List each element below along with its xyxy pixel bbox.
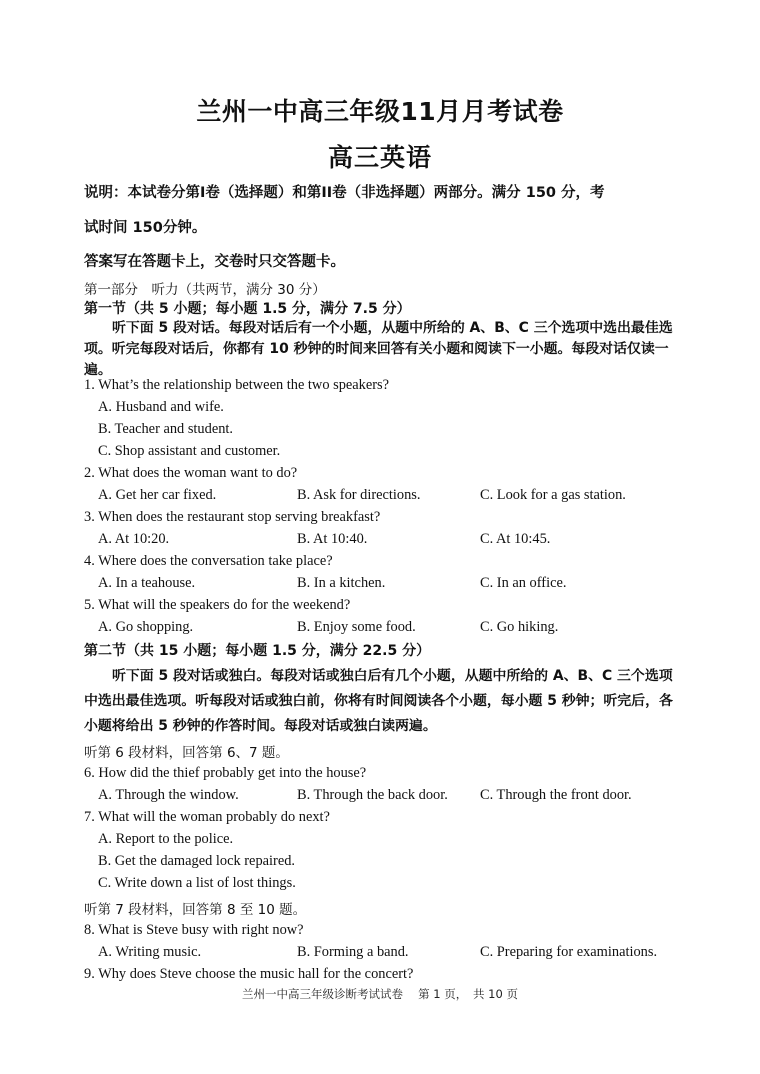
question-6-stem: 6. How did the thief probably get into the house? (84, 765, 367, 781)
question-5-option-a: A. Go shopping. (98, 619, 194, 635)
question-3-stem: 3. When does the restaurant stop serving breakfast? (84, 509, 381, 525)
section2-heading: 第二节（共 15 小题；每小题 1.5 分，满分 22.5 分） (84, 643, 431, 659)
question-1-option-b: B. Teacher and student. (98, 421, 233, 437)
question-8-stem: 8. What is Steve busy with right now? (84, 922, 304, 938)
section1-heading: 第一节（共 5 小题；每小题 1.5 分，满分 7.5 分） (84, 301, 411, 317)
note-line-1: 说明：本试卷分第I卷（选择题）和第II卷（非选择题）两部分。满分 150 分，考 (84, 185, 605, 201)
question-2-option-a: A. Get her car fixed. (98, 487, 217, 503)
section1-instructions: 听下面 5 段对话。每段对话后有一个小题，从题中所给的 A、B、C 三个选项中选出最佳选项。听完每段对话后，你都有 10 秒钟的时间来回答有关小题和阅读下一小题。每段对话仅读一遍。 (84, 320, 673, 378)
exam-title: 兰州一中高三年级11月月考试卷 (196, 97, 564, 126)
question-4-stem: 4. Where does the conversation take place? (84, 553, 333, 569)
exam-subtitle: 高三英语 (327, 143, 432, 172)
question-1-option-a: A. Husband and wife. (98, 399, 224, 415)
question-5-stem: 5. What will the speakers do for the weekend? (84, 597, 351, 613)
question-8-option-c: C. Preparing for examinations. (480, 944, 658, 960)
question-9-stem: 9. Why does Steve choose the music hall for the concert? (84, 966, 414, 982)
question-2-stem: 2. What does the woman want to do? (84, 465, 298, 481)
question-3-option-c: C. At 10:45. (480, 531, 551, 547)
question-4-option-c: C. In an office. (480, 575, 567, 591)
question-3-option-b: B. At 10:40. (297, 531, 368, 547)
question-7-option-c: C. Write down a list of lost things. (98, 875, 296, 891)
question-4-option-a: A. In a teahouse. (98, 575, 196, 591)
question-2-option-b: B. Ask for directions. (297, 487, 421, 503)
question-7-stem: 7. What will the woman probably do next? (84, 809, 330, 825)
question-2-option-c: C. Look for a gas station. (480, 487, 626, 503)
question-6-option-c: C. Through the front door. (480, 787, 632, 803)
page-footer: 兰州一中高三年级诊断考试试卷 第 1 页， 共 10 页 (242, 987, 518, 1001)
question-5-option-b: B. Enjoy some food. (297, 619, 416, 635)
material-7-note: 听第 7 段材料，回答第 8 至 10 题。 (84, 902, 307, 918)
question-3-option-a: A. At 10:20. (98, 531, 170, 547)
question-6-option-a: A. Through the window. (98, 787, 239, 803)
question-7-option-b: B. Get the damaged lock repaired. (98, 853, 295, 869)
question-8-option-a: A. Writing music. (98, 944, 202, 960)
question-1-option-c: C. Shop assistant and customer. (98, 443, 281, 459)
question-5-option-c: C. Go hiking. (480, 619, 559, 635)
note-line-3: 答案写在答题卡上，交卷时只交答题卡。 (84, 254, 345, 270)
material-6-note: 听第 6 段材料，回答第 6、7 题。 (84, 745, 289, 761)
question-6-option-b: B. Through the back door. (297, 787, 448, 803)
question-8-option-b: B. Forming a band. (297, 944, 409, 960)
note-line-2: 试时间 150分钟。 (84, 220, 207, 236)
question-4-option-b: B. In a kitchen. (297, 575, 386, 591)
question-1-stem: 1. What’s the relationship between the two speakers? (84, 377, 390, 393)
part1-heading: 第一部分 听力（共两节，满分 30 分） (84, 282, 326, 298)
section2-instructions: 听下面 5 段对话或独白。每段对话或独白后有几个小题，从题中所给的 A、B、C 三个选项中选出最佳选项。听每段对话或独白前，你将有时间阅读各个小题，每小题 5 秒钟；听完后，各小题将给出 5 秒钟的作答时间。每段对话或独白读两遍。 (84, 668, 673, 734)
question-7-option-a: A. Report to the police. (98, 831, 234, 847)
